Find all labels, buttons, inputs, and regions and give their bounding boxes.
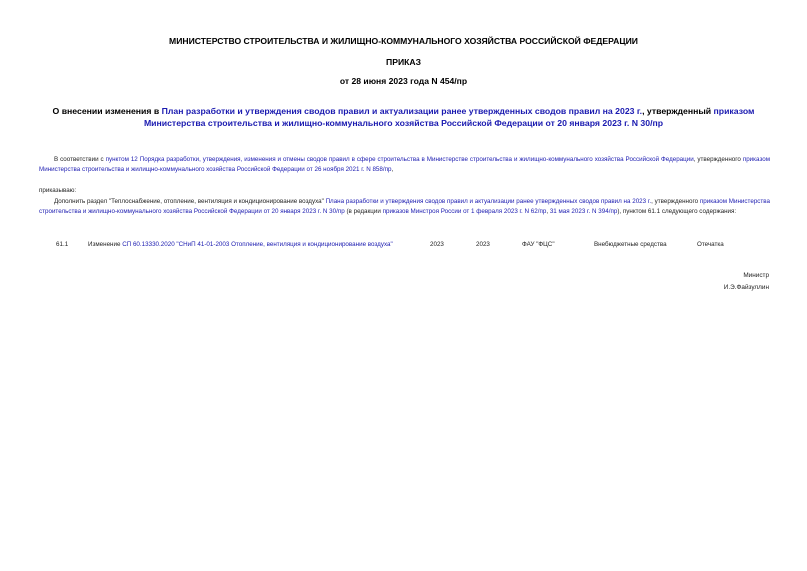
document-type: ПРИКАЗ [386,57,421,67]
row-year-end: 2023 [476,241,490,248]
p3-link-order[interactable]: приказом Министерства строительства и жилищно-коммунального хозяйства Российской Федерации от 20 января 2023 г. N 30/пр [39,198,771,215]
paragraph-order: приказываю: [39,187,77,194]
title-text-1: О внесении изменения в [52,106,162,116]
signature-name: И.Э.Файзуллин [723,284,769,291]
p1-text-2: , утвержденного [693,156,743,163]
row-number: 61.1 [56,241,69,248]
p1-text-1: В соответствии с [54,156,106,163]
row-description [88,240,393,250]
paragraph-basis [39,155,770,175]
row-description-link[interactable]: СП 60.13330.2020 "СНиП 41-01-2003 Отопление, вентиляция и кондиционирование воздуха" [122,241,393,248]
row-year-start: 2023 [430,241,444,248]
p3-text-5: ), пунктом 61.1 следующего содержания: [617,208,737,215]
p3-link-plan[interactable]: Плана разработки и утверждения сводов правил и актуализации ранее утвержденных сводов правил на 2023 г. [325,198,652,205]
signature-position: Министр [743,272,769,279]
row-payment: Отечатка [697,241,724,248]
p3-link-orders-feb[interactable]: приказов Минстроя России от 1 февраля 2023 г. N 62/пр [382,208,547,215]
paragraph-amendment [39,197,770,217]
p3-link-order-may[interactable]: 31 мая 2023 г. N 394/пр [549,208,618,215]
document-date-number: от 28 июня 2023 года N 454/пр [339,76,468,86]
row-funding: Внебюджетные средства [594,241,667,248]
p3-text-2: , утвержденного [651,198,700,205]
ministry-name: МИНИСТЕРСТВО СТРОИТЕЛЬСТВА И ЖИЛИЩНО-КОММУНАЛЬНОГО ХОЗЯЙСТВА РОССИЙСКОЙ ФЕДЕРАЦИИ [169,36,638,46]
p1-text-3: , [391,166,394,173]
p1-link-order[interactable]: приказом Министерства строительства и жилищно-коммунального хозяйства Российской Федерации от 26 ноября 2021 г. N 858/пр [39,156,771,173]
title-text-2: , утвержденный [642,106,714,116]
p3-text-4: , [546,208,550,215]
row-description-prefix: Изменение [88,241,123,248]
p1-link-procedure[interactable]: пунктом 12 Порядка разработки, утверждения, изменения и отмены сводов правил в сфере строительства в Министерстве строительства и жилищно-коммунального хозяйства Российской Федерации [105,156,694,163]
row-organization: ФАУ "ФЦС" [522,241,555,248]
table-row [0,240,807,250]
title-link-order[interactable]: приказом Министерства строительства и жилищно-коммунального хозяйства Российской Федерации от 20 января 2023 г. N 30/пр [143,106,755,128]
p3-text-3: (в редакции [344,208,383,215]
document-title [36,105,771,129]
title-link-plan[interactable]: План разработки и утверждения сводов правил и актуализации ранее утвержденных сводов правил на 2023 г. [161,106,643,116]
p3-text-1: Дополнить раздел "Теплоснабжение, отопление, вентиляция и кондиционирование воздуха" [54,198,326,205]
